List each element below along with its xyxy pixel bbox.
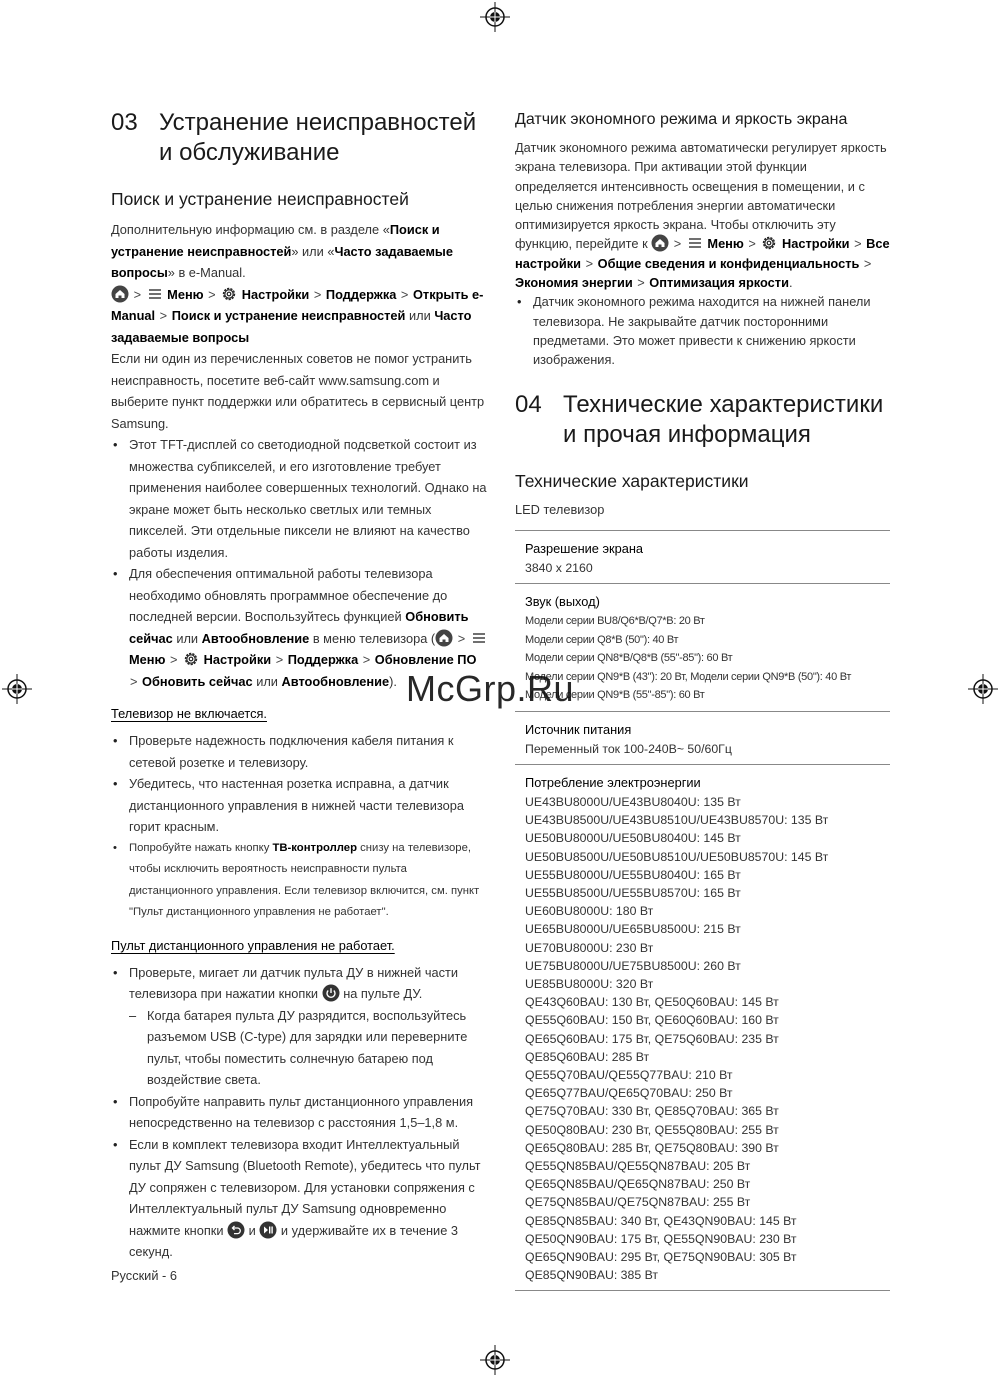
spec-name: Звук (выход) [525, 594, 600, 610]
spec-value: QE50QN90BAU: 175 Вт, QE55QN90BAU: 230 Вт [525, 1231, 797, 1246]
spec-row [515, 712, 890, 765]
list-item: • Датчик экономного режима находится на нижней панели телевизора. Не закрывайте датчик посторонними предметами. Это может привести к снижению яркости изображения. [515, 292, 890, 369]
remote-bullets [111, 962, 488, 1263]
list-item: • Убедитесь, что настенная розетка исправна, а датчик дистанционного управления в нижней части телевизора горит красным. [111, 773, 488, 838]
spec-value: UE43BU8000U/UE43BU8040U: 135 Вт [525, 794, 741, 809]
registration-mark-bottom [480, 1345, 510, 1375]
spec-value: QE65QN85BAU/QE65QN87BAU: 250 Вт [525, 1177, 751, 1192]
spec-row [515, 765, 890, 1291]
spec-value: UE55BU8000U/UE55BU8040U: 165 Вт [525, 867, 741, 882]
registration-mark-right [968, 674, 998, 704]
spec-value: Модели серии QN9*B (55"-85"): 60 Вт [525, 689, 705, 702]
spec-value: QE55QN85BAU/QE55QN87BAU: 205 Вт [525, 1159, 751, 1174]
settings-gear-icon [220, 285, 238, 303]
list-item: • Попробуйте нажать кнопку ТВ-контроллер снизу на телевизоре, чтобы исключить вероятность неисправности пульта дистанционного управления. Если телевизор включится, см. пункт "Пульт дистанционного управления не работает". [111, 838, 488, 924]
spec-value: UE65BU8000U/UE65BU8500U: 215 Вт [525, 922, 741, 937]
spec-value: UE70BU8000U: 230 Вт [525, 940, 654, 955]
power-button-icon [322, 984, 340, 1002]
chapter-number: 04 [515, 390, 542, 418]
product-type: LED телевизор [515, 501, 605, 517]
list-item: • Если в комплект телевизора входит Интеллектуальный пульт ДУ Samsung (Bluetooth Remote), убедитесь что пульт ДУ сопряжен с телевизором. Для установки сопряжения с Интеллектуальный пульт ДУ Samsung одновременно нажмите кнопки и и удерживайте их в течение 3 секунд. [111, 1134, 488, 1263]
menu-icon [146, 285, 164, 303]
watermark: McGrp.Ru [406, 668, 575, 709]
spec-value: Модели серии QN9*B (43"): 20 Вт, Модели серии QN9*B (50"): 40 Вт [525, 670, 852, 683]
spec-value: UE75BU8000U/UE75BU8500U: 260 Вт [525, 958, 741, 973]
spec-value: Модели серии Q8*B (50"): 40 Вт [525, 633, 679, 646]
eco-bullets [515, 292, 890, 369]
list-item: • Для обеспечения оптимальной работы телевизора необходимо обновлять программное обеспечение до последней версии. Воспользуйтесь функцией Обновить сейчас или Автообновление в меню телевизора ( > Меню > Настройки > Поддержка > Обновление ПО > Обновить сейчас или Автообновление). [111, 563, 488, 692]
spec-value: QE65Q80BAU: 285 Вт, QE75Q80BAU: 390 Вт [525, 1140, 779, 1155]
spec-value: Модели серии QN8*B/Q8*B (55"-85"): 60 Вт [525, 652, 733, 665]
subheading-remote-not-working: Пульт дистанционного управления не работает. [111, 937, 395, 953]
spec-value: QE85Q60BAU: 285 Вт [525, 1049, 650, 1064]
spec-value: QE55Q70BAU/QE55Q77BAU: 210 Вт [525, 1068, 733, 1083]
spec-value: UE50BU8000U/UE50BU8040U: 145 Вт [525, 831, 741, 846]
spec-value: QE55Q60BAU: 150 Вт, QE60Q60BAU: 160 Вт [525, 1013, 779, 1028]
list-item: • Попробуйте направить пульт дистанционного управления непосредственно на телевизор с расстояния 1,5–1,8 м. [111, 1091, 488, 1134]
home-icon [435, 629, 453, 647]
spec-value: QE75Q70BAU: 330 Вт, QE85Q70BAU: 365 Вт [525, 1104, 779, 1119]
play-pause-button-icon [259, 1221, 277, 1239]
spec-value: QE85QN85BAU: 340 Вт, QE43QN90BAU: 145 Вт [525, 1213, 797, 1228]
list-item: • Проверьте надежность подключения кабеля питания к сетевой розетке и телевизору. [111, 730, 488, 773]
spec-name: Источник питания [525, 721, 632, 737]
page-footer: Русский - 6 [111, 1268, 177, 1283]
chapter-number: 03 [111, 109, 138, 136]
list-item: • Проверьте, мигает ли датчик пульта ДУ в нижней части телевизора при нажатии кнопки на пульте ДУ. [111, 962, 488, 1005]
help-paragraph: Если ни один из перечисленных советов не помог устранить неисправность, посетите веб-сайт www.samsung.com и выберите пункт поддержки или обратитесь в сервисный центр Samsung. [111, 351, 485, 431]
list-item-dash: – Когда батарея пульта ДУ разрядится, воспользуйтесь разъемом USB (C-type) для зарядки или переверните пульт, чтобы поместить солнечную батарею под воздействие света. [111, 1005, 488, 1091]
chapter-heading-04 [515, 390, 890, 450]
registration-mark-left [2, 674, 32, 704]
spec-value: 3840 x 2160 [525, 561, 593, 576]
registration-mark-top [480, 2, 510, 32]
section-title-troubleshooting: Поиск и устранение неисправностей [111, 189, 409, 209]
spec-value: QE65QN90BAU: 295 Вт, QE75QN90BAU: 305 Вт [525, 1250, 797, 1265]
tv-not-on-bullets [111, 730, 488, 924]
spec-value: Модели серии BU8/Q6*B/Q7*B: 20 Вт [525, 615, 705, 628]
settings-gear-icon [182, 650, 200, 668]
list-item: • Этот TFT-дисплей со светодиодной подсветкой состоит из множества субпикселей, и его изготовление требует применения наиболее совершенных технологий. Однако на экране может быть несколько светлых или темных пикселей. Эти отдельные пиксели не влияют на качество работы изделия. [111, 434, 488, 563]
spec-value: QE85QN90BAU: 385 Вт [525, 1268, 659, 1283]
chapter-title: Устранение неисправностей и обслуживание [159, 109, 477, 166]
chapter-title: Технические характеристики и прочая информация [563, 390, 884, 448]
settings-gear-icon [760, 234, 778, 252]
spec-value: UE43BU8500U/UE43BU8510U/UE43BU8570U: 135 Вт [525, 813, 829, 828]
spec-name: Потребление электроэнергии [525, 774, 701, 790]
menu-path: > Меню > Настройки > Поддержка > Открыть e-Manual > Поиск и устранение неисправностей или Часто задаваемые вопросы [111, 286, 484, 345]
eco-paragraph: Датчик экономного режима автоматически регулирует яркость экрана телевизора. При активации этой функции определяется интенсивность освещения в помещении, и с целью снижения потребления энергии автоматически оптимизируется яркость экрана. Чтобы отключить эту функцию, перейдите к > Меню > Настройки > Все настройки > Общие сведения и конфиденциальность > Экономия энергии > Оптимизация яркости. [515, 140, 890, 291]
section-title-specs: Технические характеристики [515, 470, 749, 491]
home-icon [111, 285, 129, 303]
spec-value: QE75QN85BAU/QE75QN87BAU: 255 Вт [525, 1195, 751, 1210]
menu-icon [686, 234, 704, 252]
chapter-heading-03 [111, 108, 488, 168]
spec-value: Переменный ток 100-240В~ 50/60Гц [525, 741, 732, 756]
intro-paragraph: Дополнительную информацию см. в разделе «Поиск и устранение неисправностей» или «Часто задаваемые вопросы» в e-Manual. [111, 222, 453, 280]
subheading-tv-not-on: Телевизор не включается. [111, 706, 267, 721]
spec-value: QE43Q60BAU: 130 Вт, QE50Q60BAU: 145 Вт [525, 995, 779, 1010]
spec-value: UE60BU8000U: 180 Вт [525, 904, 654, 919]
menu-icon [470, 629, 488, 647]
home-icon [651, 234, 669, 252]
troubleshooting-bullets [111, 434, 488, 692]
spec-name: Разрешение экрана [525, 541, 644, 557]
section-title-eco-sensor: Датчик экономного режима и яркость экрана [515, 111, 848, 128]
spec-value: UE85BU8000U: 320 Вт [525, 977, 654, 991]
spec-value: QE65Q60BAU: 175 Вт, QE75Q60BAU: 235 Вт [525, 1031, 779, 1046]
spec-table [515, 530, 890, 1291]
spec-value: QE65Q77BAU/QE65Q70BAU: 250 Вт [525, 1086, 733, 1101]
spec-row [515, 531, 890, 584]
spec-value: UE50BU8500U/UE50BU8510U/UE50BU8570U: 145 Вт [525, 849, 829, 864]
spec-value: UE55BU8500U/UE55BU8570U: 165 Вт [525, 885, 741, 900]
spec-value: QE50Q80BAU: 230 Вт, QE55Q80BAU: 255 Вт [525, 1122, 779, 1137]
return-button-icon [227, 1221, 245, 1239]
